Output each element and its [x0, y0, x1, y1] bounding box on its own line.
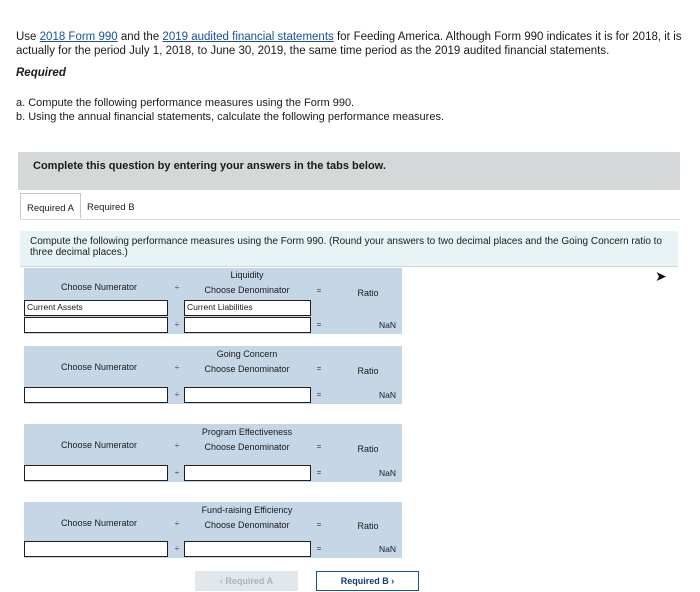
denominator-label: Choose Denominator: [204, 364, 290, 374]
value-row: [24, 464, 402, 482]
tab-divider: [20, 219, 680, 220]
ratio-result: NaN: [379, 544, 397, 554]
numerator-select[interactable]: Current Assets: [24, 300, 168, 316]
task-a: a. Compute the following performance measures using the Form 990.: [16, 97, 355, 109]
intro-text: Use: [16, 31, 40, 43]
denominator-label: Choose Denominator: [204, 442, 290, 452]
block-title: Program Effectiveness: [201, 427, 293, 437]
divide-operator: ÷: [174, 363, 180, 372]
task-b: b. Using the annual financial statements, calculate the following performance measures.: [16, 111, 445, 123]
divide-operator: ÷: [174, 390, 180, 399]
block-header: [24, 268, 402, 300]
tab-required-a[interactable]: Required A: [20, 193, 81, 219]
denominator-amount-input[interactable]: [184, 387, 311, 403]
tab-required-b[interactable]: Required B: [87, 202, 135, 213]
tab-bar: [20, 193, 160, 220]
value-row: [24, 540, 402, 558]
equals-operator: =: [316, 544, 322, 553]
equals-operator: =: [316, 364, 322, 373]
block-title: Fund-raising Efficiency: [201, 505, 293, 515]
required-heading: Required: [16, 67, 66, 79]
denominator-select[interactable]: Current Liabilities: [184, 300, 311, 316]
equals-operator: =: [316, 520, 322, 529]
audited-statements-link[interactable]: 2019 audited financial statements: [162, 31, 334, 43]
denominator-amount-input[interactable]: [184, 465, 311, 481]
instruction-banner: Complete this question by entering your answers in the tabs below.: [18, 152, 680, 190]
liquidity-block: [24, 268, 402, 334]
denominator-label: Choose Denominator: [204, 285, 290, 295]
equals-operator: =: [316, 320, 322, 329]
divide-operator: ÷: [174, 468, 180, 477]
divide-operator: ÷: [174, 283, 180, 292]
mouse-cursor-icon: ➤: [655, 268, 667, 284]
value-row: [24, 316, 402, 334]
block-header: [24, 346, 402, 380]
denominator-amount-input[interactable]: [184, 317, 311, 333]
numerator-amount-input[interactable]: [24, 541, 168, 557]
equals-operator: =: [316, 468, 322, 477]
ratio-label: Ratio: [357, 444, 379, 454]
block-header: [24, 424, 402, 458]
numerator-amount-input[interactable]: [24, 387, 168, 403]
equals-operator: =: [316, 286, 322, 295]
ratio-label: Ratio: [357, 288, 379, 298]
next-required-b-button[interactable]: Required B ›: [316, 571, 419, 591]
denominator-amount-input[interactable]: [184, 541, 311, 557]
divide-operator: ÷: [174, 320, 180, 329]
question-instruction: Compute the following performance measures using the Form 990. (Round your answers to two decimal places and the Going Concern ratio to three decimal places.): [20, 231, 678, 267]
equals-operator: =: [316, 442, 322, 451]
denominator-label: Choose Denominator: [204, 520, 290, 530]
intro-text: and the: [117, 31, 163, 43]
numerator-label: Choose Numerator: [60, 282, 138, 292]
value-row: [24, 386, 402, 404]
numerator-label: Choose Numerator: [60, 440, 138, 450]
ratio-result: NaN: [379, 468, 397, 478]
intro-text: for Feeding America. Although Form 990 indicates it is for 2018, it is actually for the period July 1, 2018, to June 30, 2019, the same time period as the 2019 audited financial statements.: [16, 31, 682, 57]
divide-operator: ÷: [174, 519, 180, 528]
numerator-amount-input[interactable]: [24, 465, 168, 481]
input-row: [24, 300, 402, 316]
block-title: Liquidity: [230, 270, 264, 280]
intro-paragraph: [16, 30, 686, 58]
ratio-result: NaN: [379, 320, 397, 330]
fundraising-efficiency-block: [24, 502, 402, 558]
divide-operator: ÷: [174, 441, 180, 450]
prev-required-a-button[interactable]: ‹ Required A: [195, 571, 298, 591]
ratio-result: NaN: [379, 390, 397, 400]
going-concern-block: [24, 346, 402, 404]
equals-operator: =: [316, 390, 322, 399]
task-list: [16, 96, 444, 124]
numerator-amount-input[interactable]: [24, 317, 168, 333]
ratio-label: Ratio: [357, 521, 379, 531]
divide-operator: ÷: [174, 544, 180, 553]
block-title: Going Concern: [216, 349, 278, 359]
block-header: [24, 502, 402, 534]
numerator-label: Choose Numerator: [60, 518, 138, 528]
numerator-label: Choose Numerator: [60, 362, 138, 372]
ratio-label: Ratio: [357, 366, 379, 376]
form-990-link[interactable]: 2018 Form 990: [39, 31, 118, 43]
program-effectiveness-block: [24, 424, 402, 482]
